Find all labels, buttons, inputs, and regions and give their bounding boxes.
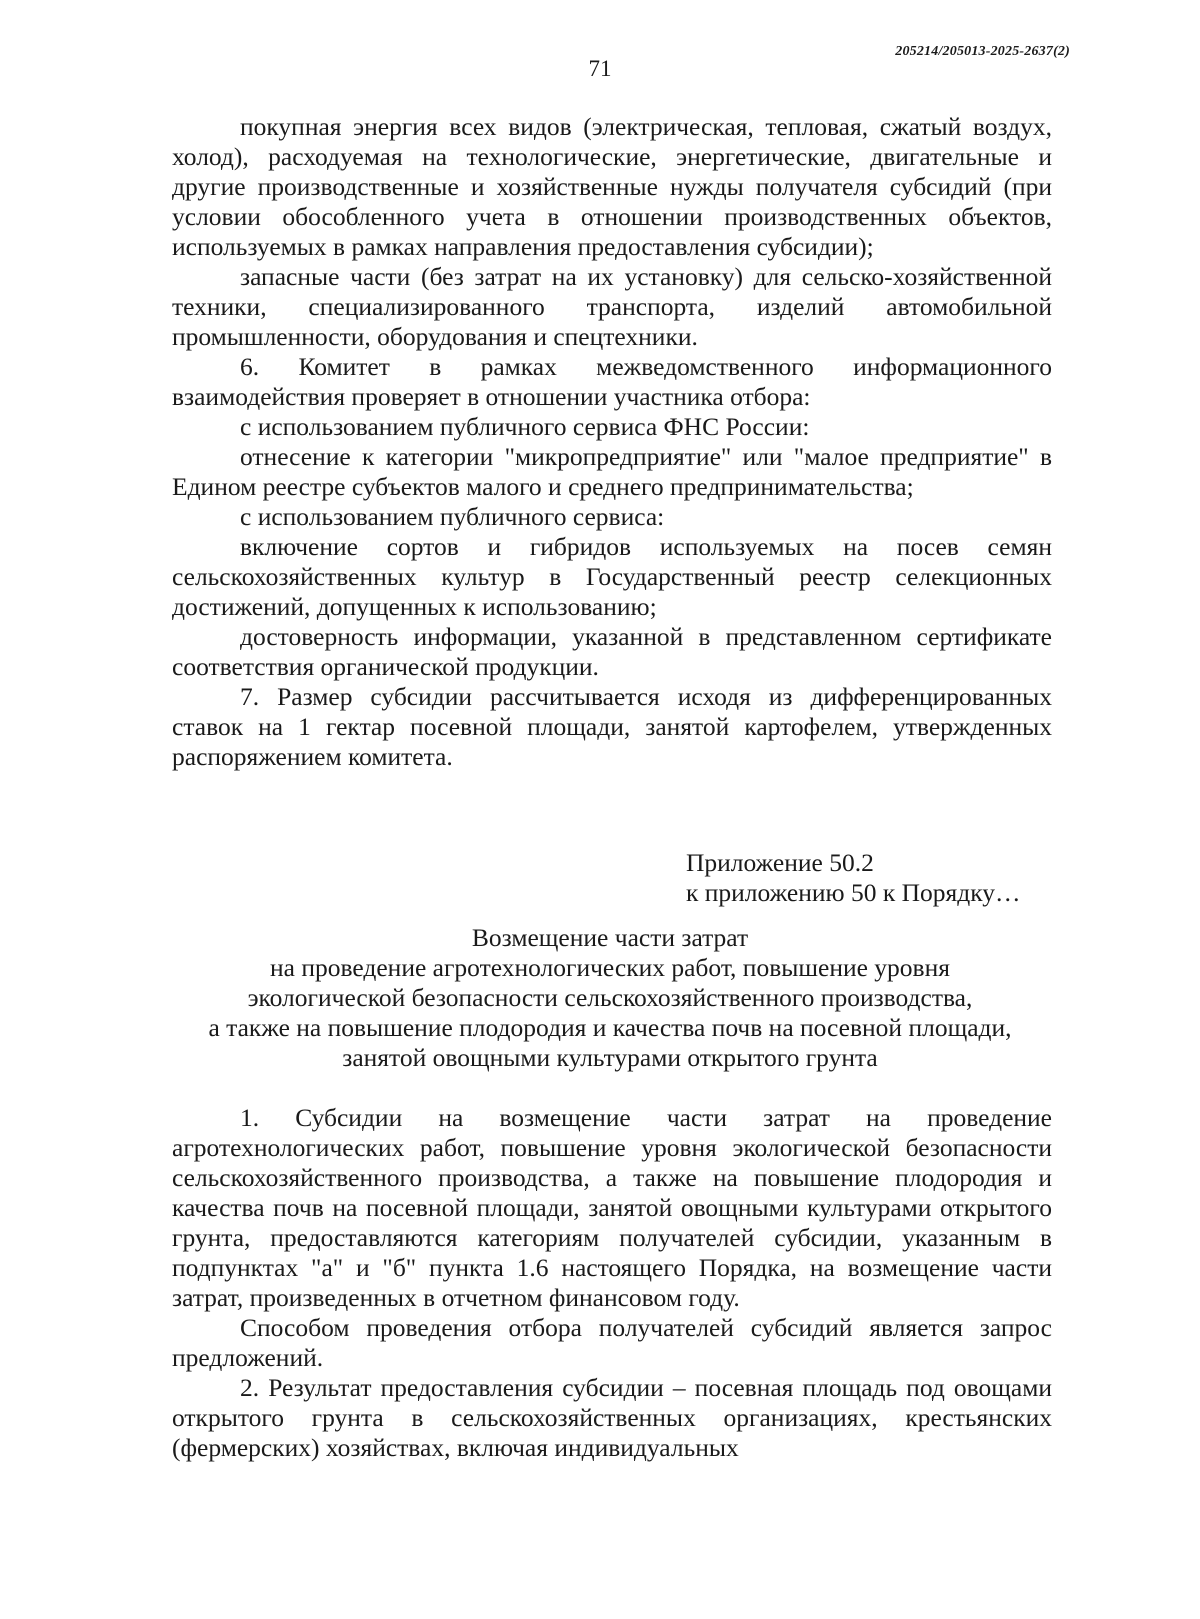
paragraph: достоверность информации, указанной в представленном сертификате соответствия органической продукции. [172, 622, 1052, 681]
section-title-line: Возмещение части затрат [471, 923, 749, 952]
section-title-line: на проведение агротехнологических работ, повышение уровня [270, 953, 950, 982]
section-title-line: а также на повышение плодородия и качества почв на посевной площади, [208, 1013, 1012, 1042]
appendix-line: к приложению 50 к Порядку… [686, 878, 1021, 907]
paragraph: с использованием публичного сервиса: [240, 502, 665, 531]
section-title-line: занятой овощными культурами открытого грунта [342, 1043, 878, 1072]
paragraph: 6. Комитет в рамках межведомственного информационного взаимодействия проверяет в отношении участника отбора: [172, 352, 1052, 411]
paragraph: включение сортов и гибридов используемых на посев семян сельскохозяйственных культур в Государственный реестр селекционных достижений, допущенных к использованию; [172, 532, 1052, 621]
paragraph: 2. Результат предоставления субсидии – посевная площадь под овощами открытого грунта в сельскохозяйственных организациях, крестьянских (фермерских) хозяйствах, включая индивидуальных [172, 1373, 1052, 1462]
page-number: 71 [588, 56, 612, 81]
paragraph: 1. Субсидии на возмещение части затрат на проведение агротехнологических работ, повышение уровня экологической безопасности сельскохозяйственного производства, а также на повышение плодородия и качества почв на посевной площади, занятой овощными культурами открытого грунта, предоставляются категориям получателей субсидии, указанным в подпунктах "а" и "б" пункта 1.6 настоящего Порядка, на возмещение части затрат, произведенных в отчетном финансовом году. [172, 1103, 1052, 1312]
top-text-block [172, 112, 1052, 772]
paragraph: с использованием публичного сервиса ФНС России: [240, 412, 810, 441]
appendix-line: Приложение 50.2 [686, 848, 874, 877]
paragraph: отнесение к категории "микропредприятие" или "малое предприятие" в Едином реестре субъектов малого и среднего предпринимательства; [172, 442, 1052, 501]
document-code: 205214/205013-2025-2637(2) [895, 44, 1070, 59]
paragraph: запасные части (без затрат на их установку) для сельско-хозяйственной техники, специализированного транспорта, изделий автомобильной промышленности, оборудования и спецтехники. [172, 262, 1052, 351]
appendix-reference [686, 848, 1021, 908]
bottom-text-block [172, 1103, 1052, 1463]
paragraph: 7. Размер субсидии рассчитывается исходя из дифференцированных ставок на 1 гектар посевной площади, занятой картофелем, утвержденных распоряжением комитета. [172, 682, 1052, 771]
paragraph: Способом проведения отбора получателей субсидий является запрос предложений. [172, 1313, 1052, 1372]
section-title-line: экологической безопасности сельскохозяйственного производства, [247, 983, 973, 1012]
section-title [160, 923, 1060, 1073]
paragraph: покупная энергия всех видов (электрическая, тепловая, сжатый воздух, холод), расходуемая на технологические, энергетические, двигательные и другие производственные и хозяйственные нужды получателя субсидий (при условии обособленного учета в отношении производственных объектов, используемых в рамках направления предоставления субсидии); [172, 112, 1052, 261]
